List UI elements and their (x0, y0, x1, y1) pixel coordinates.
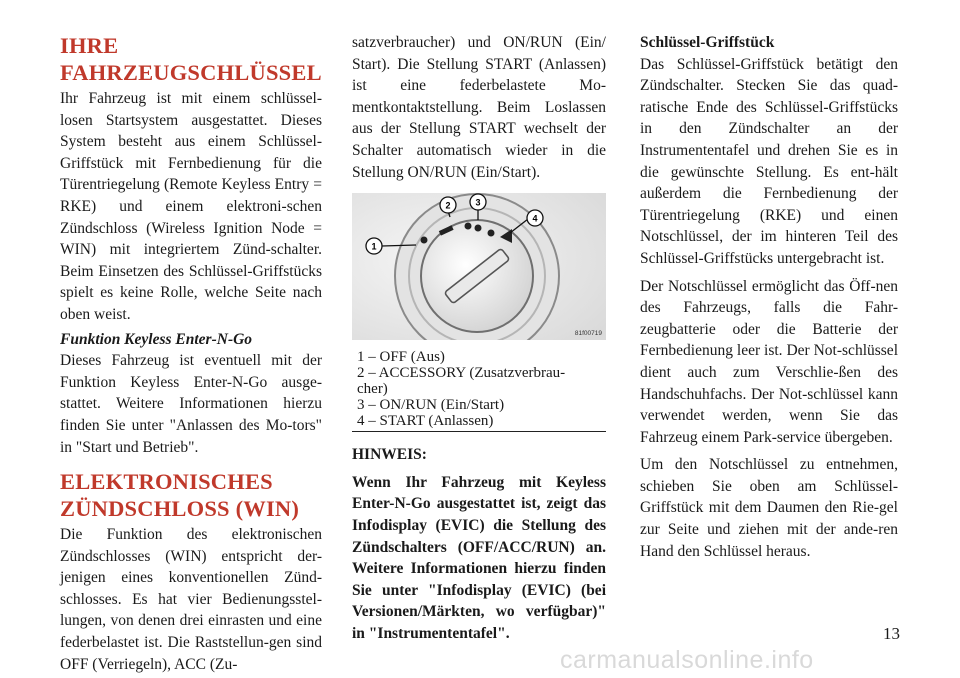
keyless-paragraph: Dieses Fahrzeug ist eventuell mit der Funktion Keyless Enter-N-Go ausge-stattet. Weitere Informationen hierzu finden Sie unter "Anlassen des Mo-tors" in "Start und Betrieb". (60, 352, 322, 456)
key-fob-paragraph: Das Schlüssel-Griffstück betätigt den Zündschalter. Stecken Sie das quad-ratische Ende des Schlüssel-Griffstücks in den Zündschalter an der Instrumententafel und drehen Sie es in die gewünschte Stellung. Es ent-hält außerdem die Fernbedienung der Türentriegelung (RKE) und einen Notschlüssel, der im hinteren Teil des Schlüssel-Griffstücks untergebracht ist. (640, 55, 898, 267)
page-number: 13 (883, 624, 900, 643)
caption-line: 3 – ON/RUN (Ein/Start) (357, 397, 505, 414)
figure-code: 81f00719 (574, 330, 602, 338)
callout-1: 1 (371, 241, 377, 252)
heading-line: FAHRZEUGSCHLÜSSEL (60, 60, 322, 85)
caption-divider (352, 431, 606, 432)
note-body: Wenn Ihr Fahrzeug mit Keyless Enter-N-Go ausgestattet ist, zeigt das Infodisplay (EVIC) die Stellung des Zündschalters (OFF/ACC/RUN) an. Weitere Informationen hierzu finden Sie unter "Infodisplay (EVIC) (bei Versionen/Märkten, wo verfügbar)" in "Instrumententafel". (352, 473, 606, 642)
subheading-key-fob: Schlüssel-Griffstück (640, 34, 775, 51)
ignition-switch-illustration (352, 193, 606, 340)
heading-line: ZÜNDSCHLOSS (WIN) (60, 496, 300, 522)
figure-caption (352, 349, 606, 429)
caption-line: 4 – START (Anlassen) (357, 413, 494, 430)
right-column (640, 32, 898, 562)
heading-line: ELEKTRONISCHES (60, 469, 273, 495)
caption-line: 2 – ACCESSORY (Zusatzverbrau- (357, 365, 566, 382)
continued-paragraph: satzverbraucher) und ON/RUN (Ein/ Start). Die Stellung START (Anlassen) ist eine federbelastete Mo-mentkontaktstellung. Beim Loslassen aus der Stellung START wechselt der Schalter automatisch wieder in die Stellung ON/RUN (Ein/Start). (352, 34, 606, 181)
middle-column (352, 32, 606, 645)
heading-vehicle-keys (60, 32, 322, 86)
left-column (60, 32, 322, 675)
note-heading: HINWEIS: (352, 446, 427, 464)
caption-line: 1 – OFF (Aus) (357, 349, 445, 366)
caption-line: cher) (357, 381, 388, 398)
callout-3: 3 (475, 197, 481, 208)
heading-line: IHRE (60, 33, 119, 58)
callout-4: 4 (532, 213, 538, 224)
ignition-switch-figure (352, 193, 606, 340)
emergency-key-paragraph: Der Notschlüssel ermöglicht das Öff-nen des Fahrzeugs, falls die Fahr-zeugbatterie oder die Batterie der Fernbedienung leer ist. Der Not-schlüssel dient auch zum Verschlie-ßen des Handschuhfachs. Der Not-schlüssel kann verwendet werden, wenn Sie das Fahrzeug einem Park-service übergeben. (640, 277, 898, 446)
callout-2: 2 (445, 200, 451, 211)
watermark: carmanualsonline.info (560, 646, 814, 674)
ignition-paragraph: Die Funktion des elektronischen Zündschlosses (WIN) entspricht der-jenigen eines konventionellen Zünd-schlosses. Es hat vier Bedienungsstel-lungen, von denen drei einrasten und eine federbelastet ist. Die Raststellun-gen sind OFF (Verriegeln), ACC (Zu- (60, 526, 322, 673)
heading-ignition (60, 468, 322, 522)
intro-paragraph: Ihr Fahrzeug ist mit einem schlüssel-losen Startsystem ausgestattet. Dieses System besteht aus einem Schlüssel-Griffstück mit Fernbedienung für die Türentriegelung (Remote Keyless Entry = RKE) und einem elektroni-schen Zündschloss (Wireless Ignition Node = WIN) mit integriertem Zünd-schalter. Beim Einsetzen des Schlüssel-Griffstücks spielt es keine Rolle, welche Seite nach oben weist. (60, 90, 322, 323)
remove-key-paragraph: Um den Notschlüssel zu entnehmen, schieben Sie oben am Schlüssel-Griffstück mit dem Daumen den Rie-gel zur Seite und ziehen mit der ande-ren Hand den Schlüssel heraus. (640, 456, 898, 560)
subheading-keyless: Funktion Keyless Enter-N-Go (60, 330, 253, 348)
